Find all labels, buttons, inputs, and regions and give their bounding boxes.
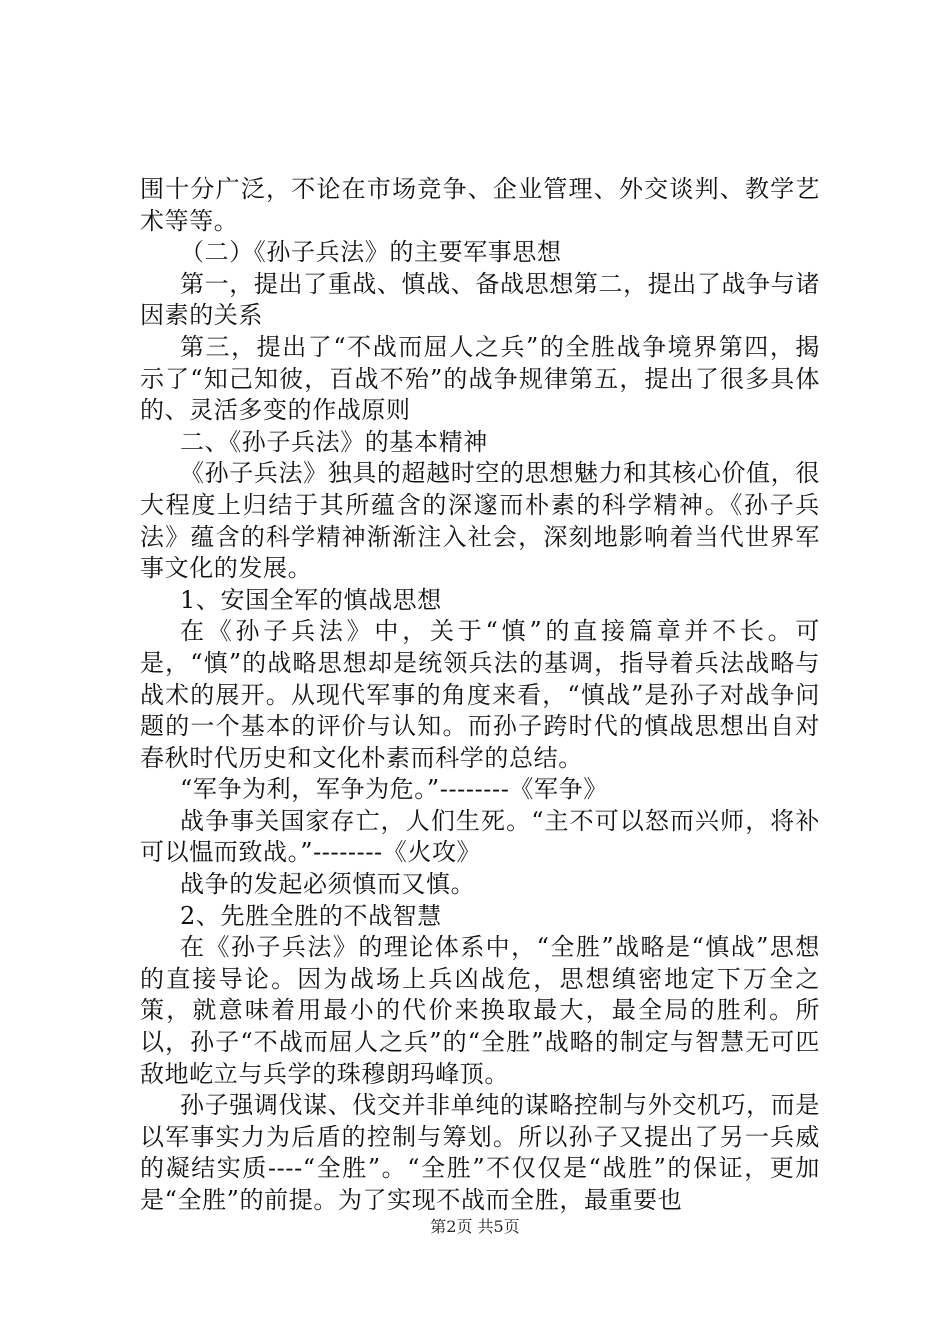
subheading-cautious-war: 1、安国全军的慎战思想 [180, 585, 442, 614]
section-heading-basic-spirit: 二、《孙子兵法》的基本精神 [180, 427, 488, 456]
paragraph-continuation: 围十分广泛，不论在市场竞争、企业管理、外交谈判、教学艺术等等。 [140, 175, 820, 235]
document-body [140, 174, 820, 1217]
paragraph-scientific-spirit: 《孙子兵法》独具的超越时空的思想魅力和其核心价值，很大程度上归结于其所蕴含的深邃而朴素的科学精神。《孙子兵法》蕴含的科学精神渐渐注入社会，深刻地影响着当代世界军事文化的发展。 [140, 459, 820, 583]
paragraph-caution-summary: 战争的发起必须慎而又慎。 [180, 870, 476, 899]
paragraph-strategy-diplomacy: 孙子强调伐谋、伐交并非单纯的谋略控制与外交机巧，而是以军事实力为后盾的控制与筹划。所以孙子又提出了另一兵威的凝结实质----“全胜”。“全胜”不仅仅是“战胜”的保证，更加是“全胜”的前提。为了实现不战而全胜，最重要也 [140, 1091, 820, 1214]
quote-junzheng: “军争为利，军争为危。”--------《军争》 [180, 775, 608, 804]
paragraph-first-second: 第一，提出了重战、慎战、备战思想第二，提出了战争与诸因素的关系 [140, 269, 820, 330]
subheading-total-victory: 2、先胜全胜的不战智慧 [180, 901, 442, 930]
quote-huogong: 战争事关国家存亡，人们生死。“主不可以怒而兴师，将补可以愠而致战。”--------《火攻》 [140, 806, 820, 867]
paragraph-total-victory: 在《孙子兵法》的理论体系中，“全胜”战略是“慎战”思想的直接导论。因为战场上兵凶战危，思想缜密地定下万全之策，就意味着用最小的代价来换取最大，最全局的胜利。所以，孙子“不战而屈人之兵”的“全胜”战略的制定与智慧无可匹敌地屹立与兵学的珠穆朗玛峰顶。 [140, 933, 820, 1088]
paragraph-third-fifth: 第三，提出了“不战而屈人之兵”的全胜战争境界第四，揭示了“知己知彼，百战不殆”的战争规律第五，提出了很多具体的、灵活多变的作战原则 [140, 332, 820, 425]
paragraph-cautious-war: 在《孙子兵法》中，关于“慎”的直接篇章并不长。可是，“慎”的战略思想却是统领兵法的基调，指导着兵法战略与战术的展开。从现代军事的角度来看，“慎战”是孙子对战争问题的一个基本的评价与认知。而孙子跨时代的慎战思想出自对春秋时代历史和文化朴素而科学的总结。 [140, 617, 820, 772]
section-heading-military-thought: （二）《孙子兵法》的主要军事思想 [180, 238, 562, 267]
page-number-footer: 第2页 共5页 [430, 1217, 520, 1236]
